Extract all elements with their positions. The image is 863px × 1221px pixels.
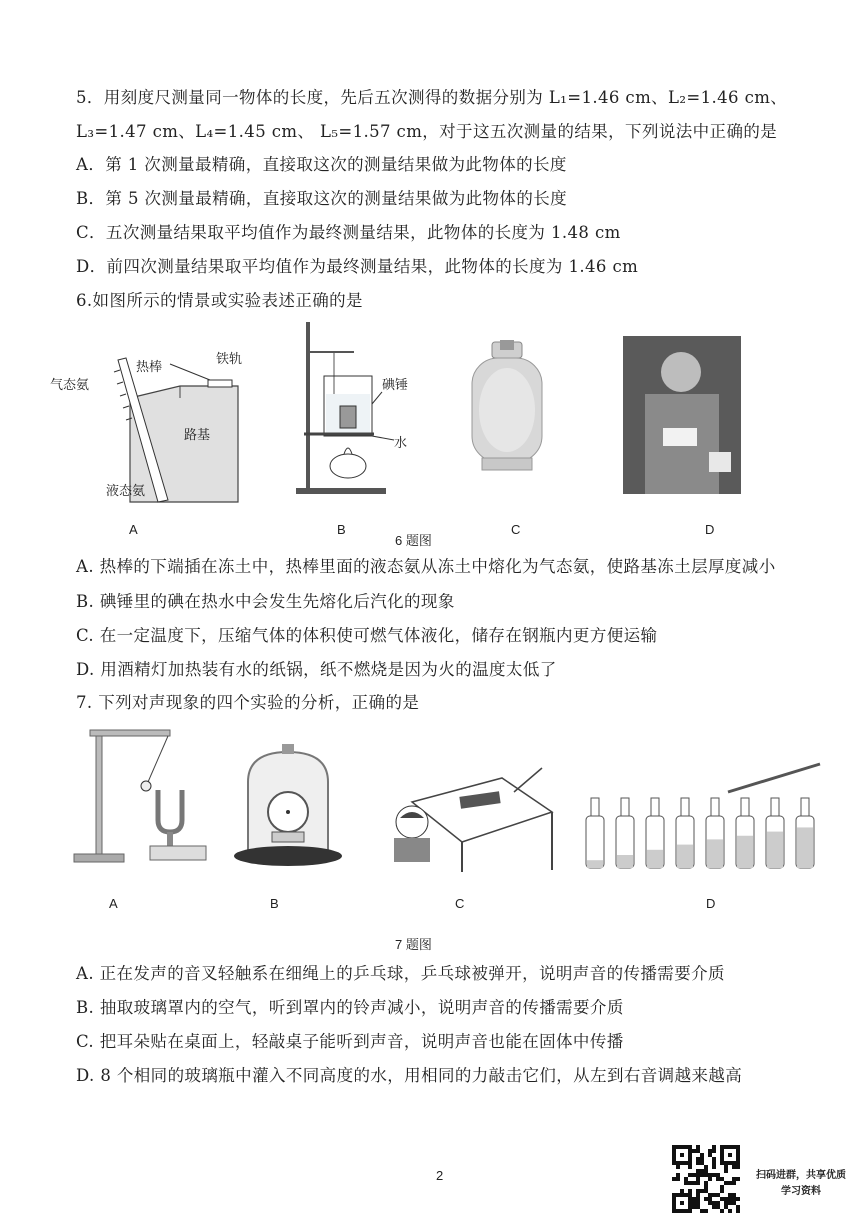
page-number: 2 xyxy=(436,1168,444,1183)
q6-figure-caption: 6 题图 xyxy=(395,533,432,548)
q7-figure-c-ear-on-desk xyxy=(372,762,558,878)
glass-bottle xyxy=(766,798,784,868)
q7-label-d: D xyxy=(706,896,716,911)
q5-option-b: B．第 5 次测量最精确，直接取这次的测量结果做为此物体的长度 xyxy=(76,189,568,208)
glass-bottle xyxy=(646,798,664,868)
q6-figure-a-heat-pipe xyxy=(50,340,250,510)
label-liquid-ammonia: 液态氨 xyxy=(106,483,146,498)
tuning-fork-diagram xyxy=(70,720,220,870)
label-water: 水 xyxy=(394,435,408,450)
q5-option-a: A．第 1 次测量最精确，直接取这次的测量结果做为此物体的长度 xyxy=(76,155,567,174)
q7-label-b: B xyxy=(270,896,279,911)
q7-option-c: C. 把耳朵贴在桌面上，轻敲桌子能听到声音，说明声音也能在固体中传播 xyxy=(76,1032,624,1051)
q5-option-c: C．五次测量结果取平均值作为最终测量结果，此物体的长度为 1.48 cm xyxy=(76,223,621,242)
glass-bottles-diagram xyxy=(580,758,830,874)
q5-stem-line1: 5．用刻度尺测量同一物体的长度，先后五次测得的数据分别为 L₁=1.46 cm、L₂=1.46 cm、 xyxy=(76,88,788,107)
q7-option-d: D. 8 个相同的玻璃瓶中灌入不同高度的水，用相同的力敲击它们，从左到右音调越来越高 xyxy=(76,1066,743,1085)
qr-caption-line2: 学习资料 xyxy=(781,1186,821,1197)
iodine-apparatus-diagram xyxy=(290,318,420,498)
glass-bottle xyxy=(616,798,634,868)
q6-label-d: D xyxy=(705,522,715,537)
q7-label-a: A xyxy=(109,896,118,911)
q5-option-d: D．前四次测量结果取平均值作为最终测量结果，此物体的长度为 1.46 cm xyxy=(76,257,639,276)
q7-figure-b-bell-jar xyxy=(232,742,344,872)
label-iodine-hammer: 碘锤 xyxy=(382,377,409,392)
q7-figure-a-tuning-fork xyxy=(70,720,220,870)
q7-option-b: B. 抽取玻璃罩内的空气，听到罩内的铃声减小，说明声音的传播需要介质 xyxy=(76,998,624,1017)
glass-bottle xyxy=(676,798,694,868)
label-rail: 铁轨 xyxy=(216,351,243,366)
q7-label-c: C xyxy=(455,896,465,911)
glass-bottle xyxy=(796,798,814,868)
q7-stem: 7. 下列对声现象的四个实验的分析，正确的是 xyxy=(76,693,420,712)
qr-code[interactable] xyxy=(672,1145,740,1213)
label-roadbed: 路基 xyxy=(184,427,211,442)
q6-label-b: B xyxy=(337,522,346,537)
q6-figure-b-iodine-apparatus xyxy=(290,318,420,498)
q6-option-b: B. 碘锤里的碘在热水中会发生先熔化后汽化的现象 xyxy=(76,592,455,611)
q6-option-a: A. 热棒的下端插在冻土中，热棒里面的液态氨从冻土中熔化为气态氨，使路基冻土层厚度减小 xyxy=(76,557,776,576)
q5-stem-line2: L₃=1.47 cm、L₄=1.45 cm、 L₅=1.57 cm，对于这五次测量的结果，下列说法中正确的是 xyxy=(76,122,778,141)
glass-bottle xyxy=(706,798,724,868)
ear-on-desk-diagram xyxy=(372,762,558,878)
q6-label-c: C xyxy=(511,522,521,537)
qr-code-icon xyxy=(672,1145,740,1213)
gas-cylinder-image xyxy=(466,340,548,472)
label-gas-ammonia: 气态氨 xyxy=(50,377,90,392)
glass-bottle xyxy=(736,798,754,868)
q6-option-d: D. 用酒精灯加热装有水的纸锅，纸不燃烧是因为火的温度太低了 xyxy=(76,660,557,679)
glass-bottle xyxy=(586,798,604,868)
qr-caption-line1: 扫码进群，共享优质 xyxy=(756,1170,846,1181)
q6-figure-c-gas-cylinder xyxy=(466,340,548,472)
q7-figure-d-glass-bottles xyxy=(580,758,830,874)
q7-option-a: A. 正在发声的音叉轻触系在细绳上的乒乓球，乒乓球被弹开，说明声音的传播需要介质 xyxy=(76,964,725,983)
bell-jar-diagram xyxy=(232,742,344,872)
label-heat-rod: 热棒 xyxy=(136,359,163,374)
q6-figure-d-paper-pot-photo xyxy=(623,336,741,494)
q7-figure-caption: 7 题图 xyxy=(395,937,432,952)
q6-label-a: A xyxy=(129,522,138,537)
q6-option-c: C. 在一定温度下，压缩气体的体积使可燃气体液化，储存在钢瓶内更方便运输 xyxy=(76,626,658,645)
q6-stem: 6.如图所示的情景或实验表述正确的是 xyxy=(76,291,363,310)
paper-pot-photo xyxy=(623,336,741,494)
